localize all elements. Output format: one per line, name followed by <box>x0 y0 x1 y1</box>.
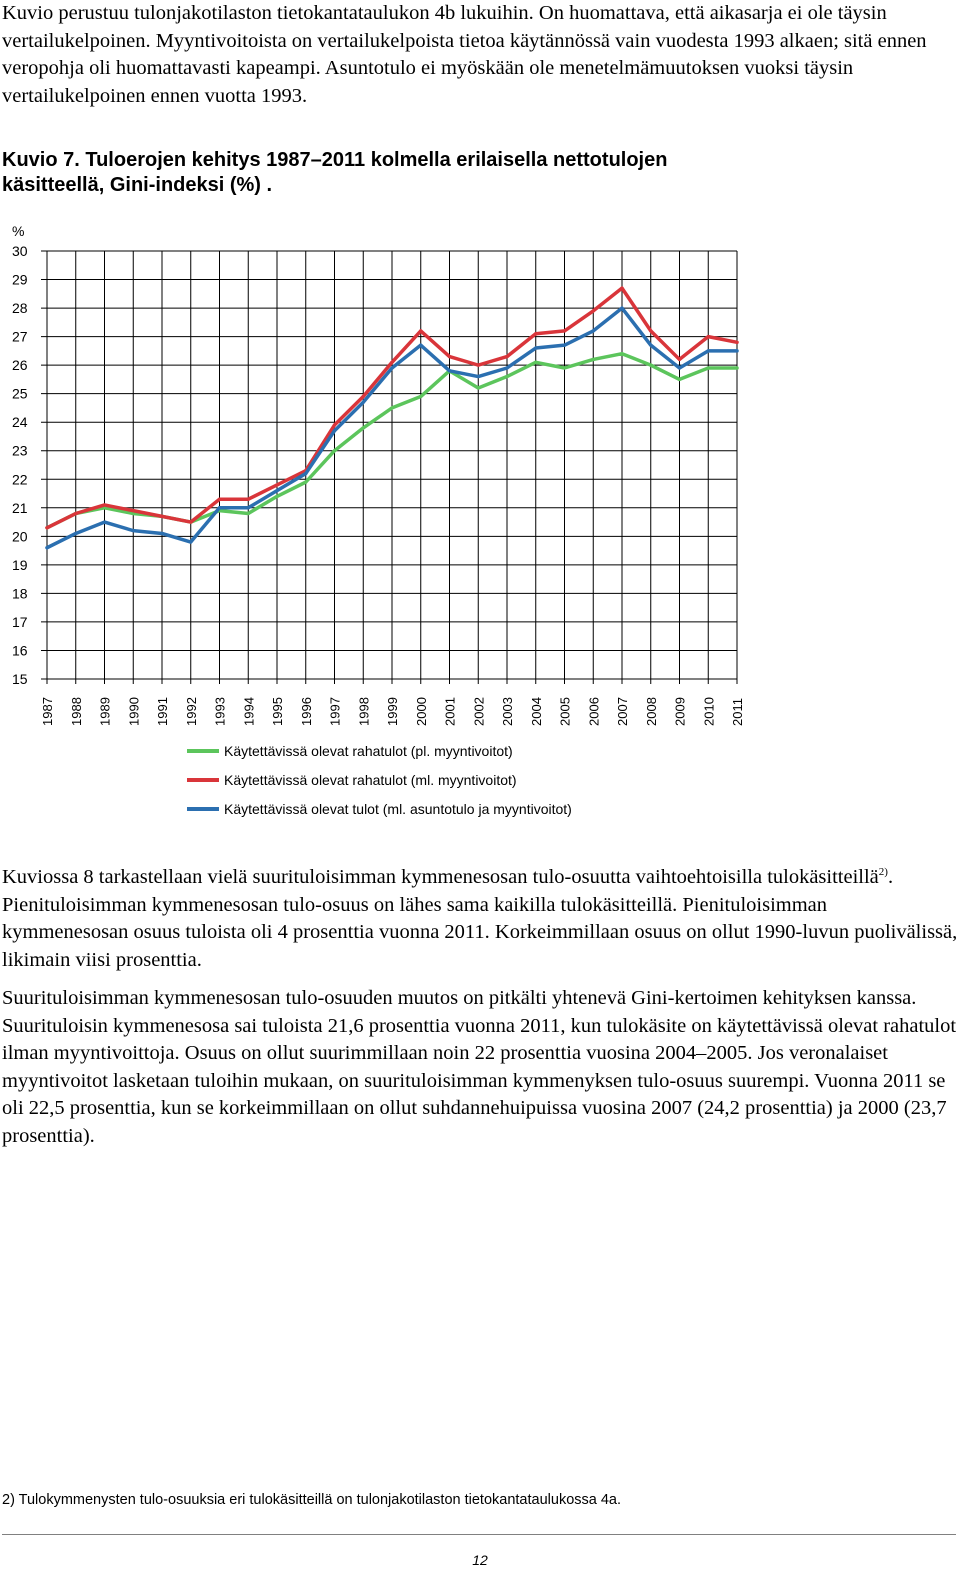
y-tick-label: 23 <box>12 442 28 459</box>
data-point <box>592 358 595 361</box>
y-tick-label: 20 <box>12 528 28 545</box>
chart-legend <box>187 743 572 817</box>
x-tick-label: 1991 <box>155 697 170 726</box>
data-point <box>477 386 480 389</box>
x-tick-label: 1997 <box>327 697 343 726</box>
y-tick-label: 22 <box>12 471 28 488</box>
data-point <box>649 364 652 367</box>
y-tick-label: 17 <box>12 613 28 630</box>
data-point <box>505 366 508 369</box>
data-point <box>390 361 393 364</box>
data-point <box>419 395 422 398</box>
data-point <box>678 378 681 381</box>
legend-label: Käytettävissä olevat rahatulot (ml. myyntivoitot) <box>224 772 517 788</box>
paragraph-text: Kuviossa 8 tarkastellaan vielä suurituloisimman kymmenesosan tulo-osuutta vaihtoehtoisilla tulokäsitteillä <box>2 866 879 888</box>
data-point <box>103 503 106 506</box>
data-point <box>592 309 595 312</box>
data-point <box>275 489 278 492</box>
data-point <box>362 395 365 398</box>
data-point <box>160 515 163 518</box>
data-point <box>74 532 77 535</box>
data-point <box>448 355 451 358</box>
x-tick-label: 2000 <box>413 697 429 726</box>
y-tick-label: 16 <box>12 642 28 659</box>
y-tick-label: 28 <box>12 300 28 317</box>
data-point <box>189 520 192 523</box>
data-point <box>534 332 537 335</box>
data-point <box>563 344 566 347</box>
intro-paragraph: Kuvio perustuu tulonjakotilaston tietokantataulukon 4b lukuihin. On huomattava, että aikasarja ei ole täysin vertailukelpoinen. Myyntivoitoista on vertailukelpoista tietoa käytännössä vain vuodesta 1993 alkaen; sitä ennen veropohja oli huomattavasti kapeampi. Asuntotulo ei myöskään ole menetelmämuutoksen vuoksi täysin vertailukelpoinen ennen vuotta 1993. <box>2 2 927 107</box>
x-tick-label: 2002 <box>471 697 487 726</box>
gini-line-chart <box>0 215 760 830</box>
data-point <box>620 286 623 289</box>
y-tick-label: 29 <box>12 271 28 288</box>
data-point <box>620 306 623 309</box>
data-point <box>707 366 710 369</box>
y-tick-label: 19 <box>12 556 28 573</box>
data-point <box>678 358 681 361</box>
x-tick-label: 1998 <box>356 697 372 726</box>
data-point <box>735 341 738 344</box>
y-axis-label: % <box>12 223 25 239</box>
x-tick-label: 1987 <box>40 697 55 726</box>
y-tick-label: 18 <box>12 585 28 602</box>
x-tick-label: 2008 <box>643 697 659 726</box>
data-point <box>45 546 48 549</box>
x-tick-label: 2003 <box>500 697 515 726</box>
y-tick-label: 21 <box>12 499 28 516</box>
x-tick-label: 1995 <box>270 697 285 726</box>
y-tick-label: 26 <box>12 357 28 374</box>
x-tick-label: 2005 <box>557 697 573 726</box>
data-point <box>505 375 508 378</box>
data-point <box>419 329 422 332</box>
footnote: 2) Tulokymmenysten tulo-osuuksia eri tulokäsitteillä on tulonjakotilaston tietokantataulukossa 4a. <box>2 1492 622 1508</box>
data-point <box>189 540 192 543</box>
data-point <box>45 526 48 529</box>
legend-label: Käytettävissä olevat tulot (ml. asuntotulo ja myyntivoitot) <box>224 801 572 817</box>
data-point <box>505 355 508 358</box>
data-point <box>218 498 221 501</box>
data-point <box>333 429 336 432</box>
data-point <box>707 335 710 338</box>
y-tick-label: 15 <box>12 671 28 687</box>
data-point <box>218 506 221 509</box>
x-tick-label: 2011 <box>730 698 745 726</box>
data-point <box>735 349 738 352</box>
data-point <box>247 498 250 501</box>
data-point <box>160 532 163 535</box>
data-point <box>333 449 336 452</box>
y-tick-label: 27 <box>12 328 28 345</box>
x-axis-ticks <box>40 697 745 726</box>
y-tick-label: 30 <box>12 243 28 259</box>
data-point <box>592 329 595 332</box>
data-point <box>333 423 336 426</box>
x-tick-label: 2010 <box>701 697 717 726</box>
data-point <box>678 366 681 369</box>
chart-grid <box>41 251 737 684</box>
data-point <box>563 366 566 369</box>
data-point <box>448 369 451 372</box>
data-point <box>620 352 623 355</box>
data-point <box>275 495 278 498</box>
data-point <box>477 375 480 378</box>
x-tick-label: 1999 <box>385 697 400 726</box>
x-tick-label: 2007 <box>615 697 630 726</box>
data-point <box>390 406 393 409</box>
data-point <box>362 401 365 404</box>
x-tick-label: 2009 <box>672 697 688 726</box>
data-point <box>707 349 710 352</box>
data-point <box>103 520 106 523</box>
y-tick-label: 24 <box>12 414 28 431</box>
legend-label: Käytettävissä olevat rahatulot (pl. myyntivoitot) <box>224 743 513 759</box>
footer-rule <box>2 1534 956 1535</box>
x-tick-label: 1994 <box>241 697 257 726</box>
x-tick-label: 1988 <box>68 697 84 726</box>
data-point <box>247 512 250 515</box>
footnote-reference[interactable]: 2) <box>878 866 888 879</box>
y-tick-label: 25 <box>12 385 28 402</box>
data-point <box>534 346 537 349</box>
x-tick-label: 1990 <box>126 697 142 726</box>
data-point <box>477 364 480 367</box>
page-number: 12 <box>472 1552 488 1568</box>
y-axis-ticks <box>12 243 28 687</box>
data-point <box>390 366 393 369</box>
x-tick-label: 1992 <box>183 697 199 726</box>
figure-title: Kuvio 7. Tuloerojen kehitys 1987–2011 kolmella erilaisella nettotulojen käsitteellä, Gini-indeksi (%) . <box>2 149 668 196</box>
data-point <box>563 329 566 332</box>
data-point <box>304 481 307 484</box>
data-point <box>132 529 135 532</box>
data-point <box>534 361 537 364</box>
data-point <box>74 512 77 515</box>
x-tick-label: 2004 <box>528 697 544 726</box>
paragraph-top-decile <box>2 864 958 974</box>
data-point <box>362 426 365 429</box>
data-point <box>735 366 738 369</box>
data-point <box>275 483 278 486</box>
x-tick-label: 1996 <box>298 697 314 726</box>
data-point <box>649 329 652 332</box>
x-tick-label: 1993 <box>212 697 228 726</box>
x-tick-label: 2001 <box>442 697 458 726</box>
x-tick-label: 2006 <box>586 697 602 726</box>
paragraph-text-rest: . Pienituloisimman kymmenesosan tulo-osuus on lähes sama kaikilla tulokäsitteillä. Pienituloisimman kymmenesosan osuus tuloista oli 4 prosenttia vuonna 2011. Korkeimmillaan osuus on ollut 1990-luvun puolivälissä, likimain viisi prosenttia. <box>2 866 958 971</box>
data-point <box>304 472 307 475</box>
paragraph-top-decile-share: Suurituloisimman kymmenesosan tulo-osuuden muutos on pitkälti yhtenevä Gini-kertoimen kehityksen kanssa. Suurituloisin kymmenesosa sai tuloista 21,6 prosenttia vuonna 2011, kun tulokäsite on käytettävissä olevat rahatulot ilman myyntivoittoja. Osuus on ollut suurimmillaan noin 22 prosenttia vuosina 2004–2005. Jos veronalaiset myyntivoitot lasketaan tuloihin mukaan, on suurituloisimman kymmenyksen tulo-osuus suurempi. Vuonna 2011 se oli 22,5 prosenttia, kun se korkeimmillaan on ollut suhdannehuipuissa vuosina 2007 (24,2 prosenttia) ja 2000 (23,7 prosenttia). <box>2 987 957 1147</box>
data-point <box>132 509 135 512</box>
data-point <box>649 344 652 347</box>
data-point <box>247 506 250 509</box>
data-point <box>419 344 422 347</box>
x-tick-label: 1989 <box>97 697 113 726</box>
